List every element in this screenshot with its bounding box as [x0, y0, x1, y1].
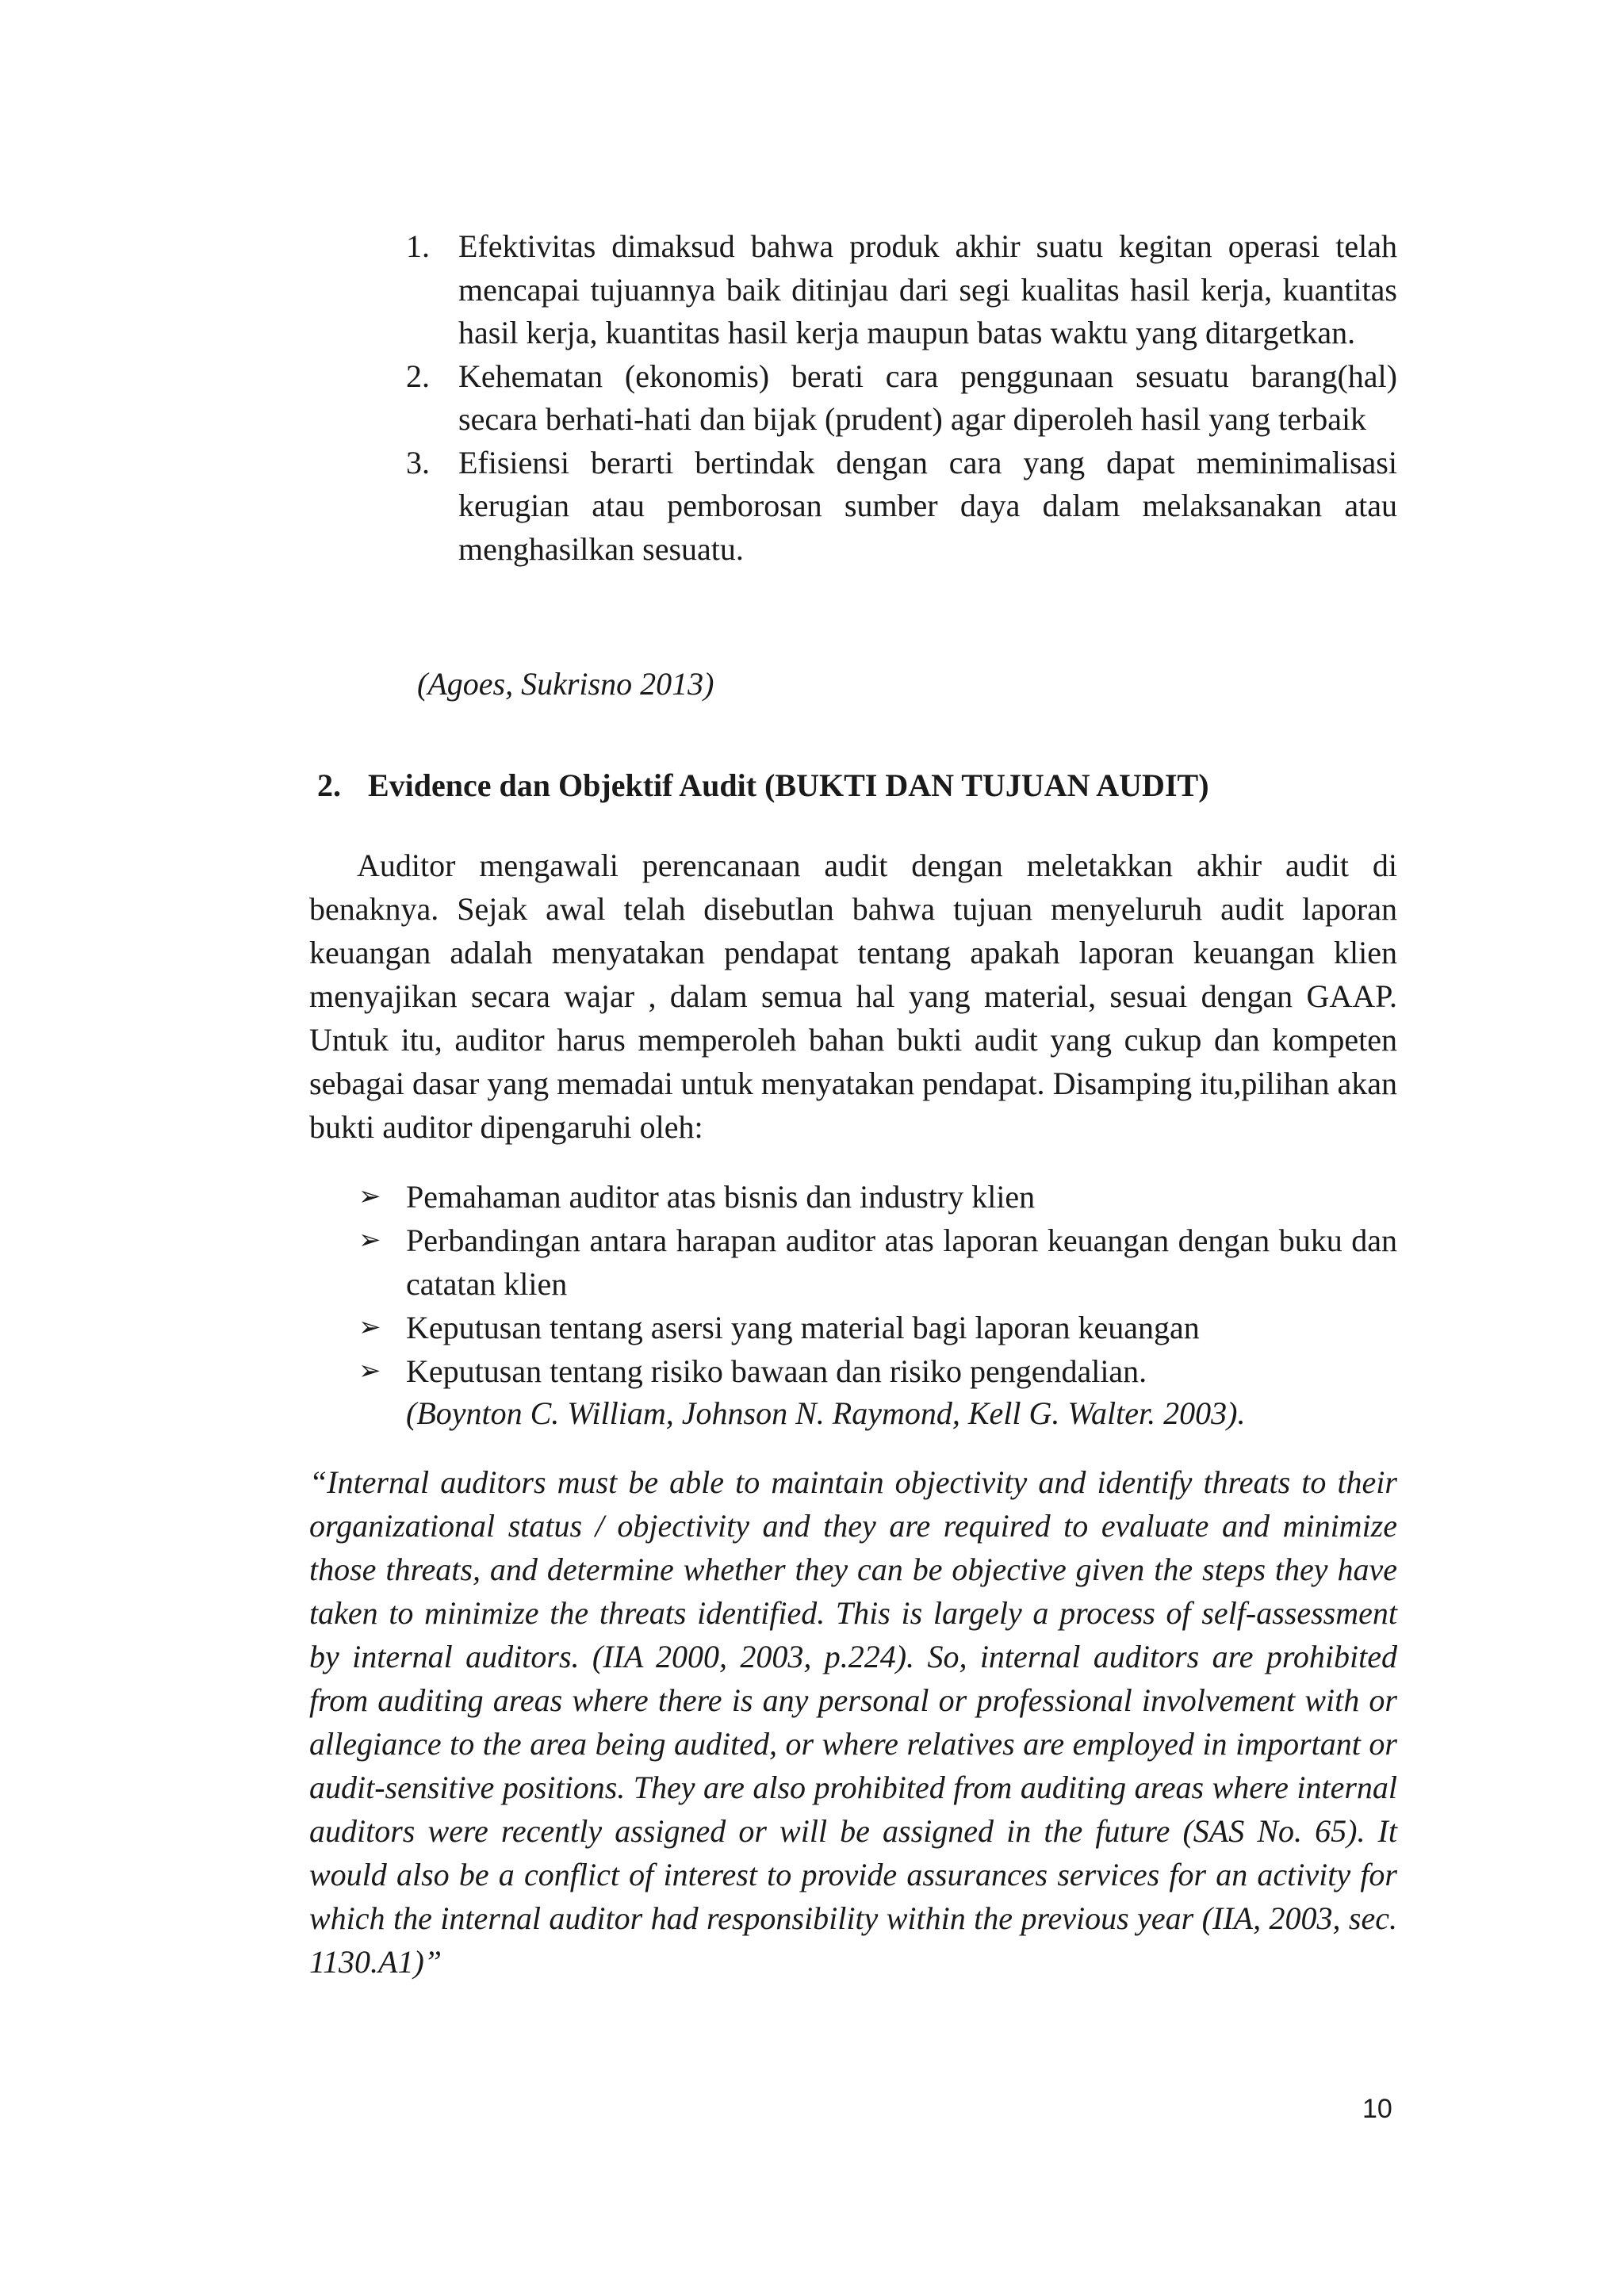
arrowhead-icon: ➢	[358, 1355, 381, 1387]
bullet-text: Keputusan tentang asersi yang material bagi laporan keuangan	[406, 1310, 1200, 1345]
list-item-text: Kehematan (ekonomis) berati cara penggunaan sesuatu barang(hal) secara berhati-hati dan bijak (prudent) agar diperoleh hasil yang terbaik	[458, 358, 1397, 437]
page-number: 10	[1362, 2094, 1392, 2124]
arrowhead-icon: ➢	[358, 1224, 381, 1256]
list-item	[406, 442, 1397, 572]
list-item-number: 1.	[406, 228, 430, 264]
bullet-item	[358, 1349, 1397, 1393]
numbered-list	[406, 225, 1397, 571]
list-item-text: Efektivitas dimaksud bahwa produk akhir suatu kegitan operasi telah mencapai tujuannya baik ditinjau dari segi kualitas hasil kerja, kuantitas hasil kerja, kuantitas hasil kerja maupun batas waktu yang ditargetkan.	[458, 228, 1397, 350]
arrowhead-icon: ➢	[358, 1311, 381, 1343]
list-item-number: 3.	[406, 444, 430, 480]
arrowhead-icon: ➢	[358, 1181, 381, 1212]
list-item	[406, 225, 1397, 355]
section-number: 2.	[317, 767, 341, 803]
citation-agoes: (Agoes, Sukrisno 2013)	[417, 666, 714, 702]
bullet-item	[358, 1306, 1397, 1349]
section-heading	[317, 764, 1209, 807]
section-title: Evidence dan Objektif Audit (BUKTI DAN TUJUAN AUDIT)	[368, 767, 1209, 803]
citation-boynton: (Boynton C. William, Johnson N. Raymond, Kell G. Walter. 2003).	[406, 1395, 1246, 1431]
bullet-item	[358, 1175, 1397, 1219]
bullet-text: Perbandingan antara harapan auditor atas laporan keuangan dengan buku dan catatan klien	[406, 1223, 1397, 1302]
block-quote: “Internal auditors must be able to maintain objectivity and identify threats to their organizational status / objectivity and they are required to evaluate and minimize those threats, and determine whether they can be objective given the steps they have taken to minimize the threats identified. This is largely a process of self-assessment by internal auditors. (IIA 2000, 2003, p.224). So, internal auditors are prohibited from auditing areas where there is any personal or professional involvement with or allegiance to the area being audited, or where relatives are employed in important or audit-sensitive positions. They are also prohibited from auditing areas where internal auditors were recently assigned or will be assigned in the future (SAS No. 65). It would also be a conflict of interest to provide assurances services for an activity for which the internal auditor had responsibility within the previous year (IIA, 2003, sec. 1130.A1)”	[309, 1464, 1397, 1980]
bullet-list	[358, 1175, 1397, 1393]
bullet-text: Pemahaman auditor atas bisnis dan industry klien	[406, 1179, 1036, 1215]
list-item-text: Efisiensi berarti bertindak dengan cara yang dapat meminimalisasi kerugian atau pemborosan sumber daya dalam melaksanakan atau menghasilkan sesuatu.	[458, 444, 1397, 567]
body-paragraph: Auditor mengawali perencanaan audit dengan meletakkan akhir audit di benaknya. Sejak awal telah disebutlan bahwa tujuan menyeluruh audit laporan keuangan adalah menyatakan pendapat tentang apakah laporan keuangan klien menyajikan secara wajar , dalam semua hal yang material, sesuai dengan GAAP. Untuk itu, auditor harus memperoleh bahan bukti audit yang cukup dan kompeten sebagai dasar yang memadai untuk menyatakan pendapat. Disamping itu,pilihan akan bukti auditor dipengaruhi oleh:	[309, 848, 1397, 1145]
list-item-number: 2.	[406, 358, 430, 394]
bullet-text: Keputusan tentang risiko bawaan dan risiko pengendalian.	[406, 1353, 1147, 1389]
list-item	[406, 355, 1397, 442]
bullet-item	[358, 1219, 1397, 1306]
